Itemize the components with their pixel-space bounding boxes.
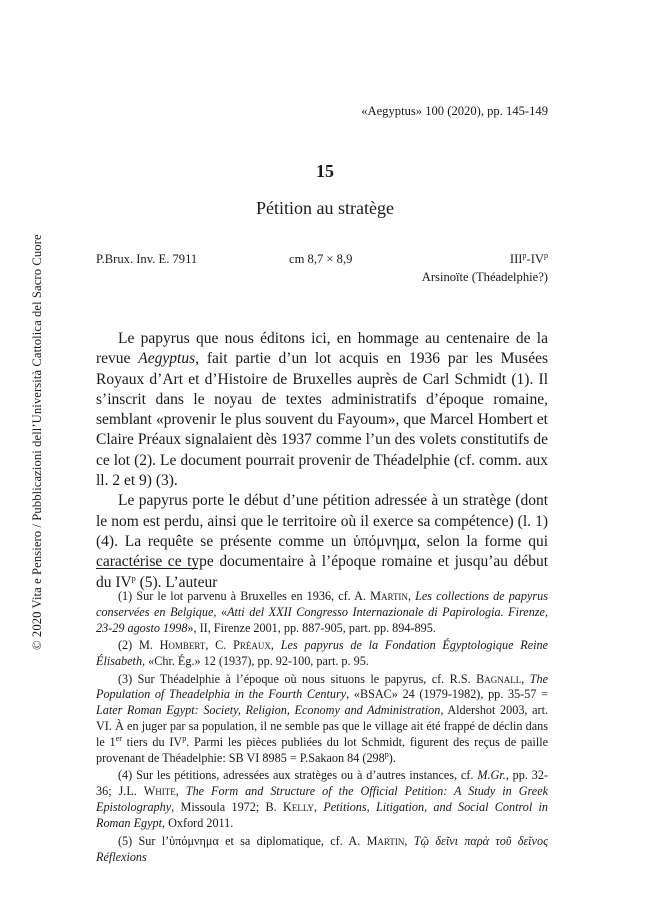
copyright-sidebar: © 2020 Vita e Pensiero / Pubblicazioni dell’Università Cattolica del Sacro Cuore (30, 234, 44, 650)
text-run: , « (213, 604, 228, 619)
date-superscript: p (522, 250, 527, 260)
text-run: , (407, 589, 416, 603)
papyrus-dimensions: cm 8,7 × 8,9 (289, 252, 353, 266)
superscript: er (115, 734, 122, 744)
text-run: (5). L’auteur (135, 573, 218, 591)
citation-title: Petitions, Litigation, and Social Control in Roman Egypt (96, 800, 549, 831)
text-run: Le papyrus que nous éditons ici, en hommage au centenaire de la revue (96, 330, 548, 368)
date-part: III (509, 252, 523, 266)
footnote-3 (96, 672, 548, 767)
text-run: ). (388, 751, 396, 766)
text-run: tiers du IV (121, 735, 183, 750)
text-run: , (313, 800, 324, 815)
citation-title: The Form and Structure of the Official Petition: A Study in Greek Epistolography (96, 784, 549, 815)
footnotes (96, 589, 548, 867)
text-run: , Oxford 2011. (162, 816, 234, 831)
text-run: (1) Sur le lot parvenu à Bruxelles en 1936, cf. A. (118, 589, 371, 603)
running-head: «Aegyptus» 100 (2020), pp. 145-149 (361, 104, 548, 118)
footnote-divider (96, 568, 198, 569)
text-run: . Parmi les pièces publiées du lot Schmidt, figurent des reçus de paille provenant de Théadelphie: SB VI 8985 = P.Sakaon 84 (298 (96, 735, 548, 766)
papyrus-provenance: Arsinoïte (Théadelphie?) (421, 270, 548, 284)
citation-title: Τῷ δεῖνι παρὰ τοῦ δεῖνος Réflexions (96, 833, 549, 864)
author-name: Martin (370, 589, 408, 603)
footnote-1 (96, 589, 548, 637)
author-name: Bagnall (476, 671, 522, 686)
text-run: , fait partie d’un lot acquis en 1936 par les Musées Royaux d’Art et d’Histoire de Bruxelles auprès de Carl Schmidt (1). Il s’inscrit dans le noyau de textes administratifs d’époque romaine, semblant «provenir le plus souvent du Fayoum», que Marcel Hombert et Claire Préaux signalaient dès 1937 comme l’un des volets constitutifs de ce lot (2). Le document pourrait provenir de Théadelphie (cf. comm. aux ll. 2 et 9) (3). (96, 350, 548, 490)
text-run: , Missoula 1972; B. (171, 800, 284, 815)
text-run: Le papyrus porte le début d’une pétition adressée à un stratège (dont le nom est perdu, ainsi que le territoire où il exerce sa compétence) (l. 1) (4). La requête se présente comme un ὑπόμνημα, selon la forme qui caractérise ce type documentaire à l’époque romaine et jusqu’au début du IV (96, 492, 548, 591)
author-name: White (143, 784, 176, 799)
paragraph-2 (96, 491, 548, 592)
citation-title: Les papyrus de la Fondation Égyptologique Reine Élisabeth (96, 638, 548, 669)
paragraph-1 (96, 329, 548, 491)
citation-title: The Population of Theadelphia in the Fourth Century (96, 671, 548, 702)
citation-title: Atti del XXII Congresso Internazionale di Papirologia. Firenze, 23-29 agosto 1998 (96, 604, 549, 635)
text-run: , pp. 32-36; J.L. (96, 768, 549, 799)
text-run: , (521, 671, 530, 686)
article-title: Pétition au stratège (256, 198, 394, 218)
papyrus-date (510, 252, 548, 267)
superscript: p (384, 750, 389, 759)
citation-title: Les collections de papyrus conservées en Belgique (96, 589, 548, 619)
main-text (96, 329, 548, 593)
text-run: , C. (205, 638, 234, 653)
text-run: , (404, 833, 414, 848)
author-name: Hombert (159, 638, 206, 653)
footnote-5 (96, 834, 548, 866)
author-name: Martin (366, 833, 405, 848)
article-number: 15 (316, 161, 334, 181)
author-name: Kelly (283, 800, 314, 815)
text-run: , (270, 638, 281, 653)
text-run: », II, Firenze 2001, pp. 887-905, part. pp. 894-895. (187, 620, 436, 635)
text-run: , «BSAC» 24 (1979-1982), pp. 35-57 = (346, 687, 548, 702)
journal-name: Aegyptus (138, 350, 196, 368)
citation-abbrev: M.Gr. (477, 768, 506, 783)
footnote-4 (96, 768, 548, 832)
citation-title: Later Roman Egypt: Society, Religion, Economy and Administration (96, 703, 441, 718)
inventory-number: P.Brux. Inv. E. 7911 (96, 252, 198, 266)
text-run: (2) M. (118, 638, 160, 653)
superscript: p (131, 573, 136, 583)
text-run: (4) Sur les pétitions, adressées aux stratèges ou à d’autres instances, cf. (118, 768, 478, 783)
date-superscript: p (544, 250, 548, 260)
text-run: , (175, 784, 186, 799)
text-run: , «Chr. Ég.» 12 (1937), pp. 92-100, part. p. 95. (142, 654, 369, 669)
text-run: , Aldershot 2003, art. VI. À en juger par sa population, il ne semble pas que le village ait été frappé de déclin dans le 1 (96, 703, 548, 750)
superscript: p (182, 734, 187, 744)
footnote-2 (96, 638, 548, 670)
author-name: Préaux (233, 638, 271, 653)
text-run: (3) Sur Théadelphie à l’époque où nous situons le papyrus, cf. R.S. (118, 671, 477, 686)
text-run: (5) Sur l’ὑπόμνημα et sa diplomatique, cf. A. (118, 833, 367, 848)
date-part: -IV (526, 252, 544, 266)
